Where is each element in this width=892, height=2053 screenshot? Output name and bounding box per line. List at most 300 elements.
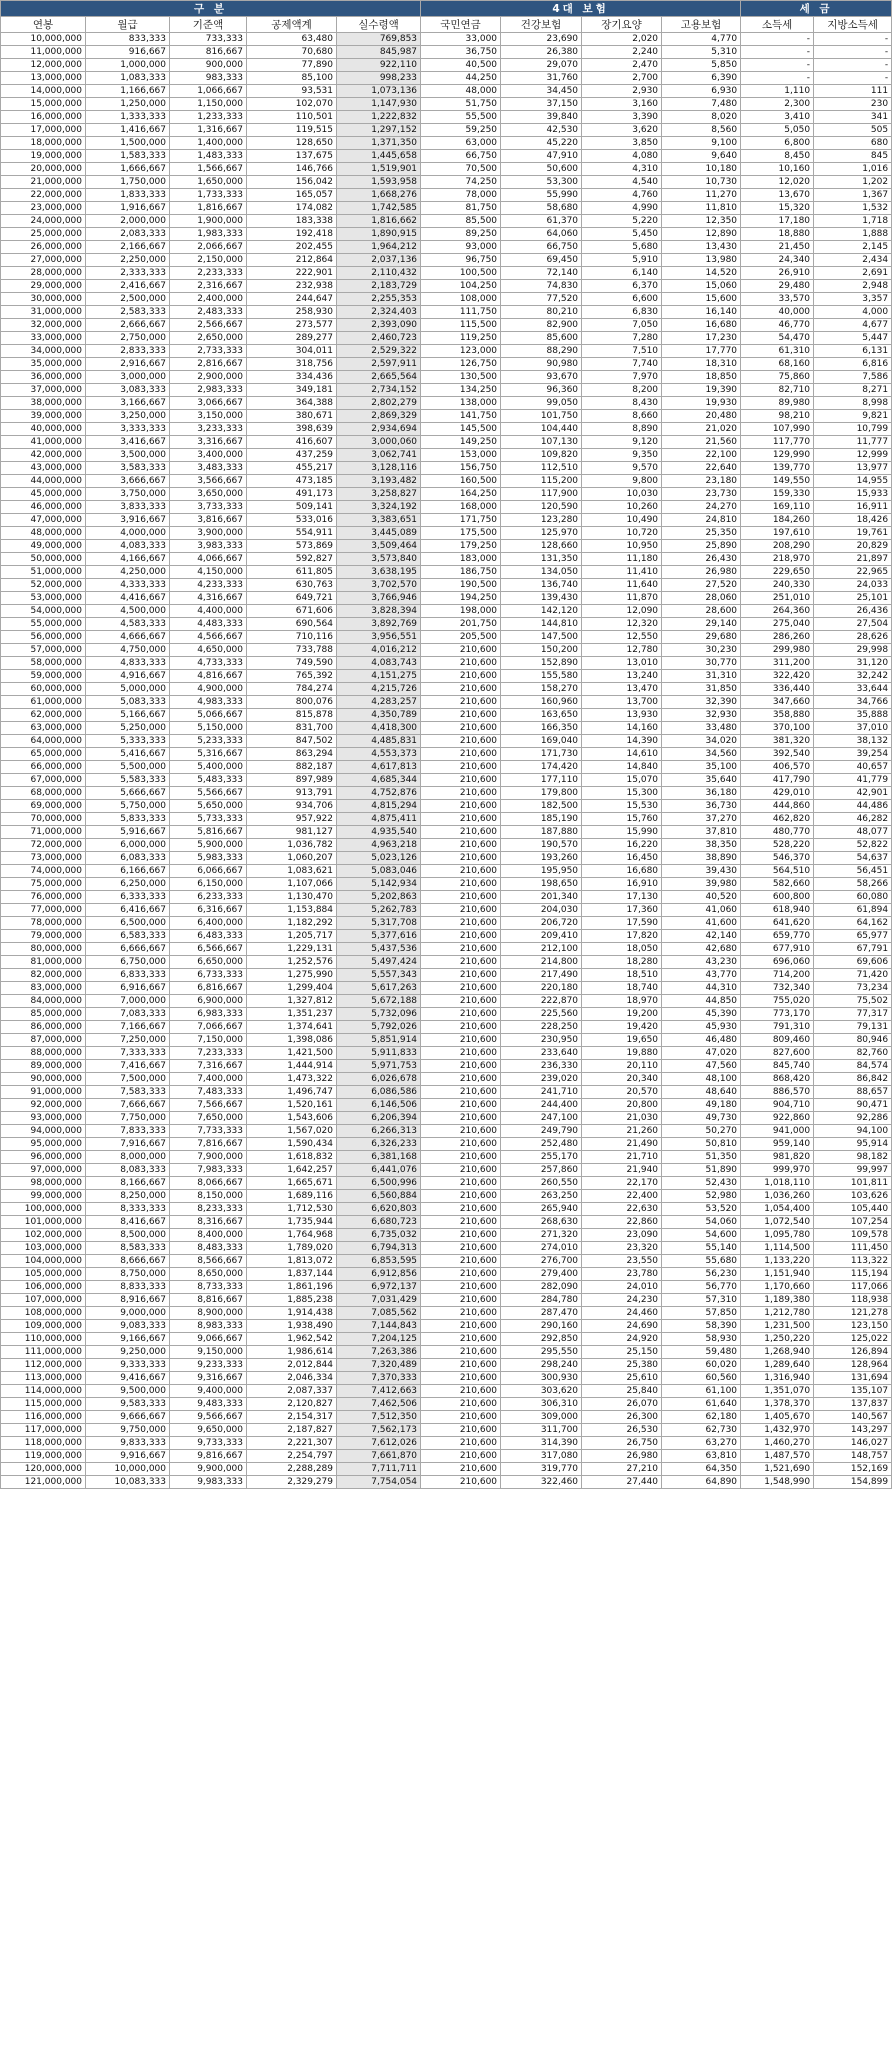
national-pension-cell: 153,000 bbox=[421, 449, 501, 462]
base-amount-cell: 7,400,000 bbox=[170, 1073, 247, 1086]
employment-insurance-cell: 10,180 bbox=[662, 163, 741, 176]
income-tax-cell: 1,268,940 bbox=[741, 1346, 814, 1359]
net-pay-cell: 6,794,313 bbox=[337, 1242, 421, 1255]
base-amount-cell: 1,900,000 bbox=[170, 215, 247, 228]
local-income-tax-cell: 20,829 bbox=[814, 540, 892, 553]
long-term-care-cell: 16,450 bbox=[582, 852, 662, 865]
annual-salary-cell: 12,000,000 bbox=[1, 59, 86, 72]
local-income-tax-cell: 105,440 bbox=[814, 1203, 892, 1216]
table-row bbox=[1, 501, 892, 514]
monthly-salary-cell: 9,833,333 bbox=[86, 1437, 170, 1450]
income-tax-cell: 139,770 bbox=[741, 462, 814, 475]
employment-insurance-cell: 19,930 bbox=[662, 397, 741, 410]
local-income-tax-cell: 64,162 bbox=[814, 917, 892, 930]
net-pay-cell: 5,497,424 bbox=[337, 956, 421, 969]
table-row bbox=[1, 59, 892, 72]
base-amount-cell: 3,900,000 bbox=[170, 527, 247, 540]
long-term-care-cell: 22,170 bbox=[582, 1177, 662, 1190]
local-income-tax-cell: 28,626 bbox=[814, 631, 892, 644]
monthly-salary-cell: 8,750,000 bbox=[86, 1268, 170, 1281]
annual-salary-cell: 87,000,000 bbox=[1, 1034, 86, 1047]
total-deduction-cell: 273,577 bbox=[247, 319, 337, 332]
table-row bbox=[1, 917, 892, 930]
long-term-care-cell: 27,440 bbox=[582, 1476, 662, 1489]
employment-insurance-cell: 43,770 bbox=[662, 969, 741, 982]
income-tax-cell: 286,260 bbox=[741, 631, 814, 644]
net-pay-cell: 922,110 bbox=[337, 59, 421, 72]
local-income-tax-cell: 18,426 bbox=[814, 514, 892, 527]
health-insurance-cell: 314,390 bbox=[501, 1437, 582, 1450]
long-term-care-cell: 25,840 bbox=[582, 1385, 662, 1398]
base-amount-cell: 6,066,667 bbox=[170, 865, 247, 878]
annual-salary-cell: 120,000,000 bbox=[1, 1463, 86, 1476]
annual-salary-cell: 69,000,000 bbox=[1, 800, 86, 813]
national-pension-cell: 210,600 bbox=[421, 683, 501, 696]
local-income-tax-cell: 24,033 bbox=[814, 579, 892, 592]
table-row bbox=[1, 787, 892, 800]
local-income-tax-cell: 6,131 bbox=[814, 345, 892, 358]
total-deduction-cell: 1,153,884 bbox=[247, 904, 337, 917]
national-pension-cell: 210,600 bbox=[421, 930, 501, 943]
total-deduction-cell: 1,182,292 bbox=[247, 917, 337, 930]
annual-salary-cell: 28,000,000 bbox=[1, 267, 86, 280]
annual-salary-cell: 83,000,000 bbox=[1, 982, 86, 995]
table-row bbox=[1, 969, 892, 982]
employment-insurance-cell: 38,350 bbox=[662, 839, 741, 852]
total-deduction-cell: 847,502 bbox=[247, 735, 337, 748]
monthly-salary-cell: 3,500,000 bbox=[86, 449, 170, 462]
total-deduction-cell: 304,011 bbox=[247, 345, 337, 358]
health-insurance-cell: 225,560 bbox=[501, 1008, 582, 1021]
national-pension-cell: 210,600 bbox=[421, 891, 501, 904]
income-tax-cell: 1,212,780 bbox=[741, 1307, 814, 1320]
national-pension-cell: 175,500 bbox=[421, 527, 501, 540]
base-amount-cell: 3,650,000 bbox=[170, 488, 247, 501]
long-term-care-cell: 13,010 bbox=[582, 657, 662, 670]
local-income-tax-cell: 135,107 bbox=[814, 1385, 892, 1398]
employment-insurance-cell: 23,730 bbox=[662, 488, 741, 501]
employment-insurance-cell: 12,890 bbox=[662, 228, 741, 241]
health-insurance-cell: 268,630 bbox=[501, 1216, 582, 1229]
national-pension-cell: 210,600 bbox=[421, 709, 501, 722]
total-deduction-cell: 1,618,832 bbox=[247, 1151, 337, 1164]
monthly-salary-cell: 3,250,000 bbox=[86, 410, 170, 423]
base-amount-cell: 7,733,333 bbox=[170, 1125, 247, 1138]
long-term-care-cell: 12,780 bbox=[582, 644, 662, 657]
income-tax-cell: 208,290 bbox=[741, 540, 814, 553]
base-amount-cell: 983,333 bbox=[170, 72, 247, 85]
employment-insurance-cell: 10,730 bbox=[662, 176, 741, 189]
long-term-care-cell: 24,460 bbox=[582, 1307, 662, 1320]
national-pension-cell: 186,750 bbox=[421, 566, 501, 579]
base-amount-cell: 3,816,667 bbox=[170, 514, 247, 527]
total-deduction-cell: 258,930 bbox=[247, 306, 337, 319]
income-tax-cell: 773,170 bbox=[741, 1008, 814, 1021]
national-pension-cell: 59,250 bbox=[421, 124, 501, 137]
long-term-care-cell: 12,090 bbox=[582, 605, 662, 618]
annual-salary-cell: 64,000,000 bbox=[1, 735, 86, 748]
total-deduction-cell: 1,520,161 bbox=[247, 1099, 337, 1112]
health-insurance-cell: 96,360 bbox=[501, 384, 582, 397]
total-deduction-cell: 533,016 bbox=[247, 514, 337, 527]
local-income-tax-cell: - bbox=[814, 59, 892, 72]
health-insurance-cell: 239,020 bbox=[501, 1073, 582, 1086]
monthly-salary-cell: 4,166,667 bbox=[86, 553, 170, 566]
long-term-care-cell: 17,130 bbox=[582, 891, 662, 904]
net-pay-cell: 2,934,694 bbox=[337, 423, 421, 436]
monthly-salary-cell: 3,000,000 bbox=[86, 371, 170, 384]
monthly-salary-cell: 916,667 bbox=[86, 46, 170, 59]
base-amount-cell: 1,566,667 bbox=[170, 163, 247, 176]
total-deduction-cell: 1,712,530 bbox=[247, 1203, 337, 1216]
monthly-salary-cell: 7,000,000 bbox=[86, 995, 170, 1008]
national-pension-cell: 210,600 bbox=[421, 1203, 501, 1216]
national-pension-cell: 210,600 bbox=[421, 1450, 501, 1463]
monthly-salary-cell: 9,250,000 bbox=[86, 1346, 170, 1359]
national-pension-cell: 78,000 bbox=[421, 189, 501, 202]
annual-salary-cell: 42,000,000 bbox=[1, 449, 86, 462]
annual-salary-cell: 117,000,000 bbox=[1, 1424, 86, 1437]
table-row bbox=[1, 319, 892, 332]
local-income-tax-cell: 80,946 bbox=[814, 1034, 892, 1047]
net-pay-cell: 6,912,856 bbox=[337, 1268, 421, 1281]
income-tax-cell: 809,460 bbox=[741, 1034, 814, 1047]
base-amount-cell: 4,566,667 bbox=[170, 631, 247, 644]
monthly-salary-cell: 6,333,333 bbox=[86, 891, 170, 904]
health-insurance-cell: 163,650 bbox=[501, 709, 582, 722]
annual-salary-cell: 57,000,000 bbox=[1, 644, 86, 657]
long-term-care-cell: 18,970 bbox=[582, 995, 662, 1008]
table-row bbox=[1, 553, 892, 566]
annual-salary-cell: 21,000,000 bbox=[1, 176, 86, 189]
table-row bbox=[1, 774, 892, 787]
employment-insurance-cell: 57,850 bbox=[662, 1307, 741, 1320]
base-amount-cell: 5,400,000 bbox=[170, 761, 247, 774]
long-term-care-cell: 10,030 bbox=[582, 488, 662, 501]
national-pension-cell: 138,000 bbox=[421, 397, 501, 410]
national-pension-cell: 210,600 bbox=[421, 722, 501, 735]
employment-insurance-cell: 25,350 bbox=[662, 527, 741, 540]
income-tax-cell: 197,610 bbox=[741, 527, 814, 540]
employment-insurance-cell: 29,140 bbox=[662, 618, 741, 631]
income-tax-cell: 1,432,970 bbox=[741, 1424, 814, 1437]
base-amount-cell: 3,316,667 bbox=[170, 436, 247, 449]
base-amount-cell: 6,983,333 bbox=[170, 1008, 247, 1021]
net-pay-cell: 6,206,394 bbox=[337, 1112, 421, 1125]
net-pay-cell: 4,553,373 bbox=[337, 748, 421, 761]
total-deduction-cell: 1,275,990 bbox=[247, 969, 337, 982]
national-pension-cell: 210,600 bbox=[421, 696, 501, 709]
long-term-care-cell: 25,150 bbox=[582, 1346, 662, 1359]
base-amount-cell: 5,733,333 bbox=[170, 813, 247, 826]
national-pension-cell: 210,600 bbox=[421, 1060, 501, 1073]
base-amount-cell: 5,316,667 bbox=[170, 748, 247, 761]
monthly-salary-cell: 7,666,667 bbox=[86, 1099, 170, 1112]
long-term-care-cell: 20,570 bbox=[582, 1086, 662, 1099]
local-income-tax-cell: 8,271 bbox=[814, 384, 892, 397]
total-deduction-cell: 1,789,020 bbox=[247, 1242, 337, 1255]
employment-insurance-cell: 41,600 bbox=[662, 917, 741, 930]
annual-salary-cell: 61,000,000 bbox=[1, 696, 86, 709]
monthly-salary-cell: 4,250,000 bbox=[86, 566, 170, 579]
table-row bbox=[1, 592, 892, 605]
base-amount-cell: 3,150,000 bbox=[170, 410, 247, 423]
local-income-tax-cell: 117,066 bbox=[814, 1281, 892, 1294]
base-amount-cell: 4,650,000 bbox=[170, 644, 247, 657]
net-pay-cell: 3,766,946 bbox=[337, 592, 421, 605]
net-pay-cell: 7,754,054 bbox=[337, 1476, 421, 1489]
income-tax-cell: 392,540 bbox=[741, 748, 814, 761]
total-deduction-cell: 137,675 bbox=[247, 150, 337, 163]
monthly-salary-cell: 2,833,333 bbox=[86, 345, 170, 358]
base-amount-cell: 3,733,333 bbox=[170, 501, 247, 514]
total-deduction-cell: 70,680 bbox=[247, 46, 337, 59]
base-amount-cell: 5,233,333 bbox=[170, 735, 247, 748]
table-row bbox=[1, 1437, 892, 1450]
health-insurance-cell: 309,000 bbox=[501, 1411, 582, 1424]
income-tax-cell: 107,990 bbox=[741, 423, 814, 436]
net-pay-cell: 1,593,958 bbox=[337, 176, 421, 189]
income-tax-cell: 17,180 bbox=[741, 215, 814, 228]
income-tax-cell: 169,110 bbox=[741, 501, 814, 514]
local-income-tax-cell: 9,821 bbox=[814, 410, 892, 423]
income-tax-cell: 732,340 bbox=[741, 982, 814, 995]
local-income-tax-cell: 39,254 bbox=[814, 748, 892, 761]
table-row bbox=[1, 1307, 892, 1320]
local-income-tax-cell: 1,367 bbox=[814, 189, 892, 202]
employment-insurance-cell: 12,350 bbox=[662, 215, 741, 228]
total-deduction-cell: 630,763 bbox=[247, 579, 337, 592]
national-pension-cell: 201,750 bbox=[421, 618, 501, 631]
annual-salary-cell: 79,000,000 bbox=[1, 930, 86, 943]
table-row bbox=[1, 579, 892, 592]
health-insurance-cell: 82,900 bbox=[501, 319, 582, 332]
long-term-care-cell: 23,090 bbox=[582, 1229, 662, 1242]
income-tax-cell: 1,018,110 bbox=[741, 1177, 814, 1190]
base-amount-cell: 9,566,667 bbox=[170, 1411, 247, 1424]
base-amount-cell: 3,483,333 bbox=[170, 462, 247, 475]
base-amount-cell: 7,816,667 bbox=[170, 1138, 247, 1151]
total-deduction-cell: 671,606 bbox=[247, 605, 337, 618]
total-deduction-cell: 784,274 bbox=[247, 683, 337, 696]
long-term-care-cell: 15,070 bbox=[582, 774, 662, 787]
base-amount-cell: 7,150,000 bbox=[170, 1034, 247, 1047]
health-insurance-cell: 26,380 bbox=[501, 46, 582, 59]
column-header-monthly-salary: 월급 bbox=[86, 17, 170, 33]
table-row bbox=[1, 462, 892, 475]
column-header-total-deduction: 공제액계 bbox=[247, 17, 337, 33]
column-header-net-pay: 실수령액 bbox=[337, 17, 421, 33]
table-row bbox=[1, 267, 892, 280]
long-term-care-cell: 9,800 bbox=[582, 475, 662, 488]
annual-salary-cell: 49,000,000 bbox=[1, 540, 86, 553]
base-amount-cell: 9,983,333 bbox=[170, 1476, 247, 1489]
income-tax-cell: 8,450 bbox=[741, 150, 814, 163]
net-pay-cell: 3,828,394 bbox=[337, 605, 421, 618]
monthly-salary-cell: 1,833,333 bbox=[86, 189, 170, 202]
net-pay-cell: 5,202,863 bbox=[337, 891, 421, 904]
net-pay-cell: 5,437,536 bbox=[337, 943, 421, 956]
health-insurance-cell: 182,500 bbox=[501, 800, 582, 813]
income-tax-cell: 68,160 bbox=[741, 358, 814, 371]
total-deduction-cell: 815,878 bbox=[247, 709, 337, 722]
employment-insurance-cell: 39,430 bbox=[662, 865, 741, 878]
long-term-care-cell: 20,340 bbox=[582, 1073, 662, 1086]
income-tax-cell: 370,100 bbox=[741, 722, 814, 735]
table-row bbox=[1, 800, 892, 813]
annual-salary-cell: 74,000,000 bbox=[1, 865, 86, 878]
long-term-care-cell: 14,610 bbox=[582, 748, 662, 761]
annual-salary-cell: 78,000,000 bbox=[1, 917, 86, 930]
health-insurance-cell: 274,010 bbox=[501, 1242, 582, 1255]
monthly-salary-cell: 2,166,667 bbox=[86, 241, 170, 254]
net-pay-cell: 2,393,090 bbox=[337, 319, 421, 332]
national-pension-cell: 63,000 bbox=[421, 137, 501, 150]
total-deduction-cell: 1,327,812 bbox=[247, 995, 337, 1008]
national-pension-cell: 141,750 bbox=[421, 410, 501, 423]
total-deduction-cell: 882,187 bbox=[247, 761, 337, 774]
national-pension-cell: 210,600 bbox=[421, 1281, 501, 1294]
column-header-national-pension: 국민연금 bbox=[421, 17, 501, 33]
net-pay-cell: 3,956,551 bbox=[337, 631, 421, 644]
base-amount-cell: 5,066,667 bbox=[170, 709, 247, 722]
local-income-tax-cell: 107,254 bbox=[814, 1216, 892, 1229]
net-pay-cell: 1,445,658 bbox=[337, 150, 421, 163]
net-pay-cell: 6,560,884 bbox=[337, 1190, 421, 1203]
base-amount-cell: 5,150,000 bbox=[170, 722, 247, 735]
income-tax-cell: 1,133,220 bbox=[741, 1255, 814, 1268]
monthly-salary-cell: 8,250,000 bbox=[86, 1190, 170, 1203]
table-row bbox=[1, 813, 892, 826]
annual-salary-cell: 25,000,000 bbox=[1, 228, 86, 241]
long-term-care-cell: 14,160 bbox=[582, 722, 662, 735]
local-income-tax-cell: 16,911 bbox=[814, 501, 892, 514]
table-row bbox=[1, 1073, 892, 1086]
national-pension-cell: 210,600 bbox=[421, 904, 501, 917]
monthly-salary-cell: 7,500,000 bbox=[86, 1073, 170, 1086]
health-insurance-cell: 158,270 bbox=[501, 683, 582, 696]
table-row bbox=[1, 423, 892, 436]
employment-insurance-cell: 25,890 bbox=[662, 540, 741, 553]
monthly-salary-cell: 5,666,667 bbox=[86, 787, 170, 800]
income-tax-cell: 299,980 bbox=[741, 644, 814, 657]
monthly-salary-cell: 5,750,000 bbox=[86, 800, 170, 813]
annual-salary-cell: 36,000,000 bbox=[1, 371, 86, 384]
table-row bbox=[1, 527, 892, 540]
net-pay-cell: 1,222,832 bbox=[337, 111, 421, 124]
local-income-tax-cell: 14,955 bbox=[814, 475, 892, 488]
local-income-tax-cell: 27,504 bbox=[814, 618, 892, 631]
local-income-tax-cell: 48,077 bbox=[814, 826, 892, 839]
long-term-care-cell: 26,530 bbox=[582, 1424, 662, 1437]
income-tax-cell: 129,990 bbox=[741, 449, 814, 462]
national-pension-cell: 66,750 bbox=[421, 150, 501, 163]
income-tax-cell: 381,320 bbox=[741, 735, 814, 748]
base-amount-cell: 5,900,000 bbox=[170, 839, 247, 852]
total-deduction-cell: 1,735,944 bbox=[247, 1216, 337, 1229]
total-deduction-cell: 554,911 bbox=[247, 527, 337, 540]
long-term-care-cell: 5,450 bbox=[582, 228, 662, 241]
long-term-care-cell: 27,210 bbox=[582, 1463, 662, 1476]
health-insurance-cell: 109,820 bbox=[501, 449, 582, 462]
long-term-care-cell: 19,880 bbox=[582, 1047, 662, 1060]
base-amount-cell: 6,650,000 bbox=[170, 956, 247, 969]
long-term-care-cell: 8,660 bbox=[582, 410, 662, 423]
monthly-salary-cell: 4,583,333 bbox=[86, 618, 170, 631]
income-tax-cell: 696,060 bbox=[741, 956, 814, 969]
local-income-tax-cell: 67,791 bbox=[814, 943, 892, 956]
total-deduction-cell: 2,221,307 bbox=[247, 1437, 337, 1450]
employment-insurance-cell: 21,560 bbox=[662, 436, 741, 449]
national-pension-cell: 210,600 bbox=[421, 1268, 501, 1281]
local-income-tax-cell: 40,657 bbox=[814, 761, 892, 774]
long-term-care-cell: 7,280 bbox=[582, 332, 662, 345]
local-income-tax-cell: 22,965 bbox=[814, 566, 892, 579]
annual-salary-cell: 26,000,000 bbox=[1, 241, 86, 254]
annual-salary-cell: 23,000,000 bbox=[1, 202, 86, 215]
total-deduction-cell: 1,567,020 bbox=[247, 1125, 337, 1138]
net-pay-cell: 7,661,870 bbox=[337, 1450, 421, 1463]
local-income-tax-cell: 113,322 bbox=[814, 1255, 892, 1268]
total-deduction-cell: 1,986,614 bbox=[247, 1346, 337, 1359]
national-pension-cell: 210,600 bbox=[421, 1190, 501, 1203]
employment-insurance-cell: 45,390 bbox=[662, 1008, 741, 1021]
table-row bbox=[1, 696, 892, 709]
employment-insurance-cell: 58,930 bbox=[662, 1333, 741, 1346]
local-income-tax-cell: 111 bbox=[814, 85, 892, 98]
base-amount-cell: 4,483,333 bbox=[170, 618, 247, 631]
national-pension-cell: 85,500 bbox=[421, 215, 501, 228]
income-tax-cell: - bbox=[741, 46, 814, 59]
net-pay-cell: 1,297,152 bbox=[337, 124, 421, 137]
local-income-tax-cell: 1,016 bbox=[814, 163, 892, 176]
monthly-salary-cell: 4,750,000 bbox=[86, 644, 170, 657]
income-tax-cell: 347,660 bbox=[741, 696, 814, 709]
employment-insurance-cell: 27,520 bbox=[662, 579, 741, 592]
national-pension-cell: 168,000 bbox=[421, 501, 501, 514]
income-tax-cell: 240,330 bbox=[741, 579, 814, 592]
national-pension-cell: 190,500 bbox=[421, 579, 501, 592]
base-amount-cell: 4,316,667 bbox=[170, 592, 247, 605]
net-pay-cell: 7,711,711 bbox=[337, 1463, 421, 1476]
annual-salary-cell: 27,000,000 bbox=[1, 254, 86, 267]
income-tax-cell: 1,054,400 bbox=[741, 1203, 814, 1216]
base-amount-cell: 1,233,333 bbox=[170, 111, 247, 124]
local-income-tax-cell: 341 bbox=[814, 111, 892, 124]
monthly-salary-cell: 6,750,000 bbox=[86, 956, 170, 969]
long-term-care-cell: 26,750 bbox=[582, 1437, 662, 1450]
table-row bbox=[1, 124, 892, 137]
employment-insurance-cell: 55,680 bbox=[662, 1255, 741, 1268]
annual-salary-cell: 108,000,000 bbox=[1, 1307, 86, 1320]
income-tax-cell: 564,510 bbox=[741, 865, 814, 878]
table-row bbox=[1, 1333, 892, 1346]
total-deduction-cell: 1,130,470 bbox=[247, 891, 337, 904]
base-amount-cell: 8,983,333 bbox=[170, 1320, 247, 1333]
net-pay-cell: 3,324,192 bbox=[337, 501, 421, 514]
total-deduction-cell: 289,277 bbox=[247, 332, 337, 345]
local-income-tax-cell: 1,202 bbox=[814, 176, 892, 189]
net-pay-cell: 5,083,046 bbox=[337, 865, 421, 878]
base-amount-cell: 2,150,000 bbox=[170, 254, 247, 267]
health-insurance-cell: 47,910 bbox=[501, 150, 582, 163]
national-pension-cell: 210,600 bbox=[421, 1307, 501, 1320]
income-tax-cell: 981,820 bbox=[741, 1151, 814, 1164]
local-income-tax-cell: 38,132 bbox=[814, 735, 892, 748]
net-pay-cell: 5,732,096 bbox=[337, 1008, 421, 1021]
local-income-tax-cell: 88,657 bbox=[814, 1086, 892, 1099]
long-term-care-cell: 24,920 bbox=[582, 1333, 662, 1346]
